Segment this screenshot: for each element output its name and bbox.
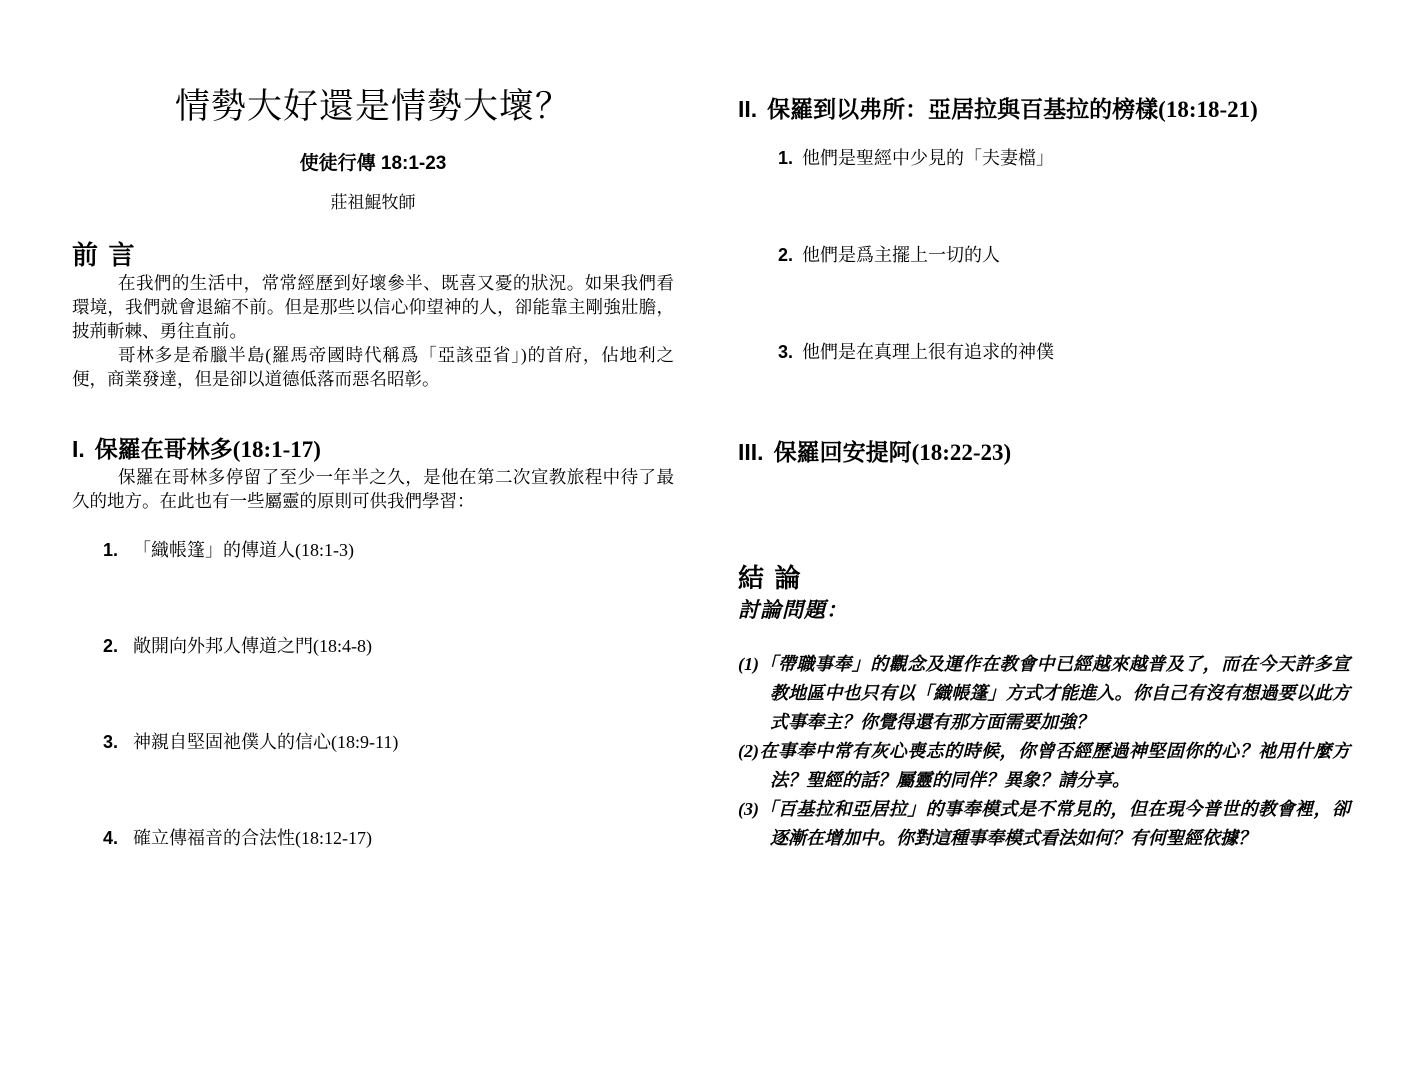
intro-paragraph-1: 在我們的生活中，常常經歷到好壞參半、既喜又憂的狀況。如果我們看環境，我們就會退縮不前。但是那些以信心仰望神的人，卻能靠主剛強壯膽，披荊斬棘、勇往直前。	[72, 273, 674, 341]
item-number: 3.	[778, 342, 794, 362]
item-number: 1.	[103, 540, 119, 560]
list-item	[103, 730, 674, 754]
left-column	[72, 86, 674, 922]
list-item	[778, 340, 1350, 364]
section-3-title: 保羅回安提阿(18:22-23)	[773, 440, 1012, 465]
section-1-heading	[72, 434, 674, 465]
discussion-item-number: (2)	[738, 741, 759, 761]
discussion-item	[738, 650, 1350, 737]
intro-paragraph-2: 哥林多是希臘半島(羅馬帝國時代稱爲「亞該亞省」)的首府，佔地利之便，商業發達，但是卻以道德低落而惡名昭彰。	[72, 345, 674, 389]
item-text: 他們是爲主擺上一切的人	[802, 245, 1000, 265]
section-1-label: I.	[72, 436, 85, 462]
right-column	[738, 94, 1350, 853]
intro-heading: 前 言	[72, 241, 137, 270]
item-text: 他們是在真理上很有追求的神僕	[802, 342, 1054, 362]
list-item	[103, 826, 674, 850]
section-3-label: III.	[738, 439, 764, 465]
list-item	[103, 538, 674, 562]
section-2-list	[778, 146, 1350, 364]
item-number: 1.	[778, 148, 794, 168]
author-name: 莊祖鯤牧師	[330, 193, 416, 212]
section-1-title: 保羅在哥林多(18:1-17)	[94, 437, 321, 462]
conclusion-heading: 結 論	[738, 564, 803, 593]
section-3-heading	[738, 437, 1350, 468]
section-2-title: 保羅到以弗所：亞居拉與百基拉的榜樣(18:18-21)	[767, 97, 1258, 122]
discussion-item-text: 「百基拉和亞居拉」的事奉模式是不常見的，但在現今普世的教會裡，卻逐漸在增加中。你對這種事奉模式看法如何？有何聖經依據？	[759, 799, 1350, 848]
item-text: 敞開向外邦人傳道之門(18:4-8)	[133, 636, 372, 656]
discussion-list	[738, 650, 1350, 853]
discussion-heading: 討論問題：	[738, 598, 848, 622]
item-number: 2.	[103, 636, 119, 656]
discussion-item-number: (1)	[738, 654, 759, 674]
section-1-paragraph: 保羅在哥林多停留了至少一年半之久，是他在第二次宣教旅程中待了最久的地方。在此也有一些屬靈的原則可供我們學習：	[72, 467, 674, 511]
discussion-item-number: (3)	[738, 799, 759, 819]
item-number: 2.	[778, 245, 794, 265]
list-item	[778, 146, 1350, 170]
discussion-item-text: 「帶職事奉」的觀念及運作在教會中已經越來越普及了，而在今天許多宣教地區中也只有以「織帳篷」方式才能進入。你自己有沒有想過要以此方式事奉主？你覺得還有那方面需要加強？	[759, 654, 1350, 732]
list-item	[103, 634, 674, 658]
section-1-list	[103, 538, 674, 850]
item-text: 確立傳福音的合法性(18:12-17)	[133, 828, 372, 848]
discussion-item	[738, 795, 1350, 853]
discussion-item	[738, 737, 1350, 795]
item-text: 「織帳篷」的傳道人(18:1-3)	[133, 540, 354, 560]
page-title: 情勢大好還是情勢大壞？	[174, 87, 571, 126]
item-number: 3.	[103, 732, 119, 752]
section-2-label: II.	[738, 96, 758, 122]
item-text: 神親自堅固祂僕人的信心(18:9-11)	[133, 732, 399, 752]
section-2-heading	[738, 94, 1350, 125]
scripture-reference: 使徒行傳 18:1-23	[299, 153, 447, 174]
item-text: 他們是聖經中少見的「夫妻檔」	[802, 148, 1054, 168]
list-item	[778, 243, 1350, 267]
discussion-item-text: 在事奉中常有灰心喪志的時候，你曾否經歷過神堅固你的心？祂用什麼方法？聖經的話？屬靈的同伴？異象？請分享。	[759, 741, 1350, 790]
item-number: 4.	[103, 828, 119, 848]
